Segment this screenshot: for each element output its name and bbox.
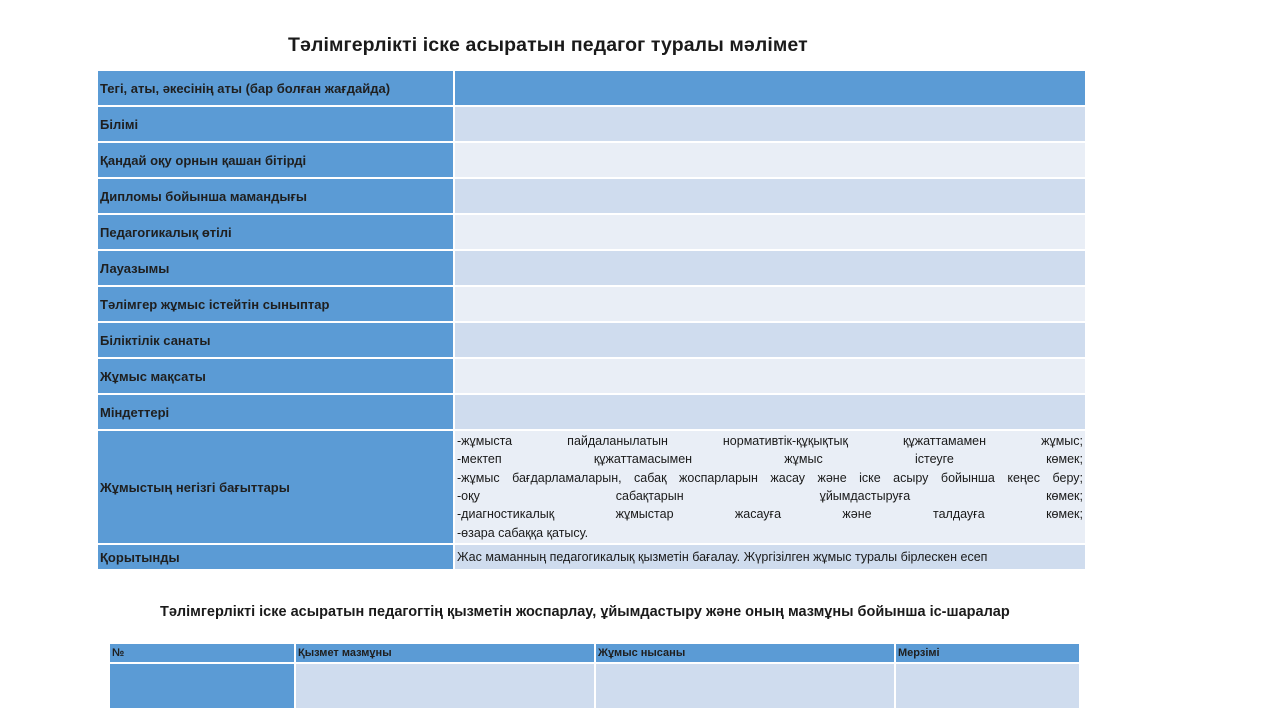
row-value[interactable] — [454, 214, 1086, 250]
col-header-deadline: Мерзімі — [895, 643, 1080, 663]
conclusion-row — [97, 544, 1086, 570]
row-value[interactable] — [454, 286, 1086, 322]
page-title: Тәлімгерлікті іске асыратын педагог туралы мәлімет — [288, 34, 808, 56]
conclusion-value: Жас маманның педагогикалық қызметін бағалау. Жүргізілген жұмыс туралы бірлескен есеп — [454, 544, 1086, 570]
mentor-info-table — [96, 69, 1087, 571]
table-row — [97, 106, 1086, 142]
directions-row — [97, 430, 1086, 544]
plan-table — [108, 642, 1081, 710]
plan-row — [109, 663, 1080, 709]
row-value[interactable] — [454, 322, 1086, 358]
table-row — [97, 142, 1086, 178]
row-label: Білімі — [97, 106, 454, 142]
row-label: Дипломы бойынша мамандығы — [97, 178, 454, 214]
row-label: Педагогикалық өтілі — [97, 214, 454, 250]
table-row — [97, 322, 1086, 358]
direction-item: -жұмыста пайдаланылатын нормативтік-құқықтық құжаттамамен жұмыс; — [457, 434, 1083, 449]
plan-cell-deadline[interactable] — [895, 663, 1080, 709]
table-row — [97, 70, 1086, 106]
table-row — [97, 286, 1086, 322]
table-row — [97, 358, 1086, 394]
row-value[interactable] — [454, 70, 1086, 106]
direction-item: -диагностикалық жұмыстар жасауға және талдауға көмек; — [457, 507, 1083, 522]
plan-cell-form[interactable] — [595, 663, 895, 709]
col-header-form: Жұмыс нысаны — [595, 643, 895, 663]
row-label: Жұмыс мақсаты — [97, 358, 454, 394]
row-label: Қандай оқу орнын қашан бітірді — [97, 142, 454, 178]
table-row — [97, 394, 1086, 430]
direction-item: -оқу сабақтарын ұйымдастыруға көмек; — [457, 489, 1083, 503]
conclusion-label: Қорытынды — [97, 544, 454, 570]
col-header-number: № — [109, 643, 295, 663]
row-label: Біліктілік санаты — [97, 322, 454, 358]
row-label: Лауазымы — [97, 250, 454, 286]
row-value[interactable] — [454, 394, 1086, 430]
table-row — [97, 250, 1086, 286]
plan-cell-content[interactable] — [295, 663, 595, 709]
directions-value — [454, 430, 1086, 544]
row-value[interactable] — [454, 178, 1086, 214]
plan-cell-number[interactable] — [109, 663, 295, 709]
row-value[interactable] — [454, 250, 1086, 286]
row-value[interactable] — [454, 142, 1086, 178]
row-label: Міндеттері — [97, 394, 454, 430]
direction-item: -мектеп құжаттамасымен жұмыс істеуге көмек; — [457, 452, 1083, 467]
row-value[interactable] — [454, 358, 1086, 394]
row-label: Тегі, аты, әкесінің аты (бар болған жағдайда) — [97, 70, 454, 106]
plan-header-row — [109, 643, 1080, 663]
table-row — [97, 214, 1086, 250]
row-label: Тәлімгер жұмыс істейтін сыныптар — [97, 286, 454, 322]
table-row — [97, 178, 1086, 214]
col-header-content: Қызмет мазмұны — [295, 643, 595, 663]
direction-item: -өзара сабаққа қатысу. — [457, 525, 589, 540]
section-subtitle: Тәлімгерлікті іске асыратын педагогтің қызметін жоспарлау, ұйымдастыру және оның мазмұны бойынша іс-шаралар — [160, 604, 1010, 620]
directions-label: Жұмыстың негізгі бағыттары — [97, 430, 454, 544]
row-value[interactable] — [454, 106, 1086, 142]
direction-item: -жұмыс бағдарламаларын, сабақ жоспарларын жасау және іске асыру бойынша кеңес беру; — [457, 470, 1083, 485]
